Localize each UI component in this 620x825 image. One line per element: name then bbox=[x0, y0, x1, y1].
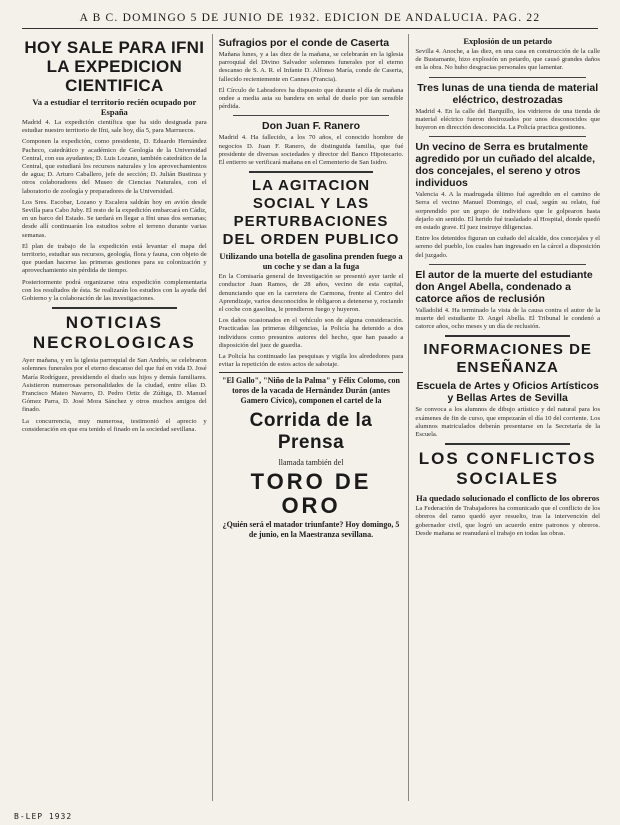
headline-ensenanza: INFORMACIONES DE ENSEÑANZA bbox=[423, 341, 592, 377]
article-body: Sevilla 4. Anoche, a las diez, en una casa en construcción de la calle de Bustamante, hizo explosión un petardo, que causó grandes daños en la obra. No hubo desgracias personales que lamentar. bbox=[415, 48, 601, 72]
headline-ranero: Don Juan F. Ranero bbox=[262, 120, 361, 133]
article-body: Madrid 4. Ha fallecido, a los 70 años, el conocido hombre de negocios D. Juan F. Ranero, de distinguida familia, que fué presidente de diversas sociedades y director del Banco Hipotecario. El entierro se verificará mañana en el Cementerio de San Isidro. bbox=[218, 134, 404, 167]
ad-question-text: ¿Quién será el matador triunfante? Hoy domingo, 5 de junio, en la Maestranza sevillana. bbox=[222, 520, 400, 540]
headline-conflictos: LOS CONFLICTOS SOCIALES bbox=[418, 449, 597, 489]
divider bbox=[249, 171, 374, 173]
divider bbox=[445, 443, 570, 445]
footer-mark: B-LEP 1932 bbox=[14, 812, 73, 821]
headline-agitacion: LA AGITACION SOCIAL Y LAS PERTURBACIONES DEL ORDEN PUBLICO bbox=[222, 177, 400, 249]
article-body: Entre los detenidos figuran un cuñado del alcalde, dos concejales y el sereno del pueblo, los cuales han ingresado en la cárcel a disposición del juzgado. bbox=[415, 235, 601, 259]
article-body: El plan de trabajo de la expedición está levantar el mapa del territorio, estudiar sus recursos, geología, flora y fauna, con objeto de que puedan hacerse las primeras gestiones para su colonización y aprovechamiento sin pérdida de tiempo. bbox=[22, 242, 207, 275]
article-body: Madrid 4. En la calle del Barquillo, los vidrieros de una tienda de material eléctrico fueron destrozados por unos desconocidos que huyeron en dirección desconocida. La Policía practica gestiones. bbox=[415, 107, 601, 132]
headline-petardo: Explosión de un petardo bbox=[463, 36, 552, 46]
article-body: Componen la expedición, como presidente, D. Eduardo Hernández Pacheco, catedrático y académico de Geología de la Universidad Central, con sus ayudantes; D. Luis Lozano, también catedrático de la Central, que estudiará los recursos naturales y los aprovechamientos de agua; D. Arturo Caballero, jefe de sección; D. Julián Bustinza y otros colaboradores del Museo de Ciencias Naturales, con el laboratorio de zoología y preparadores de la Universidad. bbox=[22, 138, 207, 195]
article-body: Mañana lunes, y a las diez de la mañana, se celebrarán en la iglesia parroquial del Divino Salvador solemnes funerales por el eterno descanso de S. A. R. el Infante D. Alfonso María, conde de Caserta, fallecido recientemente en Cannes (Francia). bbox=[218, 51, 404, 83]
divider bbox=[233, 115, 390, 116]
subhead-gasolina: Utilizando una botella de gasolina prenden fuego a un coche y se dan a la fuga bbox=[219, 251, 403, 272]
article-body: El Círculo de Labradores ha dispuesto que durante el día de mañana ondee a media asta su bandera en señal de duelo por tan sensible pérdida. bbox=[218, 86, 404, 111]
divider bbox=[445, 335, 570, 337]
column-2 bbox=[219, 34, 410, 801]
column-3 bbox=[415, 34, 600, 801]
article-body: En la Comisaría general de Investigación se presentó ayer tarde el conductor Juan Ramos, de 28 años, vecino de esta capital, denunciando que en la carretera de Carmona, frente al Centro del Aprendizaje, varios desconocidos le obligaron a detenerse y, rociando el coche con gasolina, le prendieron fuego y huyeron. bbox=[218, 273, 404, 314]
divider bbox=[429, 264, 586, 265]
divider bbox=[429, 136, 586, 137]
subhead-ifni: Va a estudiar el territorio recién ocupado por España bbox=[32, 97, 197, 117]
ad-corrida-title: Corrida de la Prensa bbox=[249, 410, 373, 454]
article-body: La Federación de Trabajadores ha comunicado que el conflicto de los obreros del ramo quedó ayer resuelto, tras la intervención del gobernador civil, que logró un acuerdo entre patronos y obreros. Desde mañana se reanudará el trabajo en todas las obras. bbox=[415, 505, 601, 537]
divider bbox=[52, 307, 177, 309]
headline-serra: Un vecino de Serra es brutalmente agredido por un cuñado del alcalde, dos concejales, el sereno y otros individuos bbox=[415, 141, 596, 190]
headline-lunas: Tres lunas de una tienda de material eléctrico, destrozadas bbox=[417, 81, 599, 106]
column-1 bbox=[22, 34, 213, 801]
headline-abella: El autor de la muerte del estudiante don Angel Abella, condenado a catorce años de reclusión bbox=[415, 268, 593, 305]
headline-necrologicas: NOTICIAS NECROLOGICAS bbox=[32, 313, 196, 353]
article-body: Los daños ocasionados en el vehículo son de alguna consideración. Practicadas las primeras diligencias, la Policía ha detenido a dos individuos como presuntos autores del hecho, que han pasado a disposición del juez de guardia. bbox=[218, 317, 404, 349]
article-body: La Policía ha continuado las pesquisas y vigila los alrededores para evitar la repetición de estos actos de sabotaje. bbox=[218, 353, 404, 369]
ad-cartel-text: "El Gallo", "Niño de la Palma" y Félix Colomo, con toros de la vacada de Hernández Durán (antes Gamero Cívico), componen el cartel de la bbox=[222, 376, 400, 406]
subhead-solucionado: Ha quedado solucionado el conflicto de los obreros bbox=[416, 493, 600, 504]
masthead: A B C. DOMINGO 5 DE JUNIO DE 1932. EDICION DE ANDALUCIA. PAG. 22 bbox=[22, 8, 598, 29]
article-body: Ayer mañana, y en la iglesia parroquial de San Andrés, se celebraron solemnes funerales por el eterno descanso del que fué en vida D. José María Rodríguez, presidiendo el duelo sus hijos y demás familiares. Asistieron numerosas personalidades de la ciudad, entre ellas D. Francisco Mateo Navarro, D. Pedro Ortiz de Zúñiga, D. Manuel Gómez Parra, D. José Mora Sánchez y otros muchos amigos del finado. bbox=[22, 357, 207, 414]
ad-llamada-text: llamada también del bbox=[278, 458, 344, 468]
article-body: Posteriormente podrá organizarse otra expedición complementaria con los resultados de ésta. Se realizarán los estudios con la ayuda del Gobierno y la colaboración de las investigaciones. bbox=[22, 278, 207, 303]
article-body: Madrid 4. La expedición científica que ha sido designada para estudiar nuestro territorio de Ifni, sale hoy, día 5, para Marruecos. bbox=[22, 119, 207, 135]
article-body: Valencia 4. A la madrugada último fué agredido en el camino de Serra el vecino Manuel Domingo, el cual, según su relato, fué sorprendido por un grupo de individuos que le golpearon hasta dejarlo sin sentido. El herido fué trasladado al Hospital, donde quedó en estado grave. El juez instruye diligencias. bbox=[415, 191, 601, 232]
advertisement-corrida bbox=[219, 372, 404, 540]
article-body: Se convoca a los alumnos de dibujo artístico y del natural para los exámenes de fin de curso, que empezarán el día 10 del corriente. Los alumnos matriculados deberán presentarse en la Secretaría de la Escuela. bbox=[415, 406, 601, 439]
article-body: Los Sres. Escobar, Lozano y Escalera saldrán hoy en avión desde Sevilla para Cabo Juby. El resto de la expedición embarcará en Cádiz, en un barco del Estado. Se tardará en llegar a Ifni unas dos semanas; desde allí continuarán los estudios sobre el terreno durante varias semanas. bbox=[22, 198, 207, 239]
headline-caserta: Sufragios por el conde de Caserta bbox=[218, 37, 390, 49]
article-body: La concurrencia, muy numerosa, testimonió el aprecio y consideración en que era tenido el finado en la sociedad sevillana. bbox=[22, 417, 207, 433]
article-body: Valladolid 4. Ha terminado la vista de la causa contra el autor de la muerte del estudiante D. Angel Abella. El Tribunal le condenó a catorce años, ocho meses y un día de reclusión. bbox=[415, 306, 601, 331]
headline-ifni: HOY SALE PARA IFNI LA EXPEDICION CIENTIFICA bbox=[24, 38, 205, 95]
ad-toro-title: TORO DE ORO bbox=[250, 469, 372, 519]
headline-escuela: Escuela de Artes y Oficios Artísticos y Bellas Artes de Sevilla bbox=[416, 380, 599, 405]
columns bbox=[22, 34, 600, 801]
divider bbox=[429, 77, 586, 78]
